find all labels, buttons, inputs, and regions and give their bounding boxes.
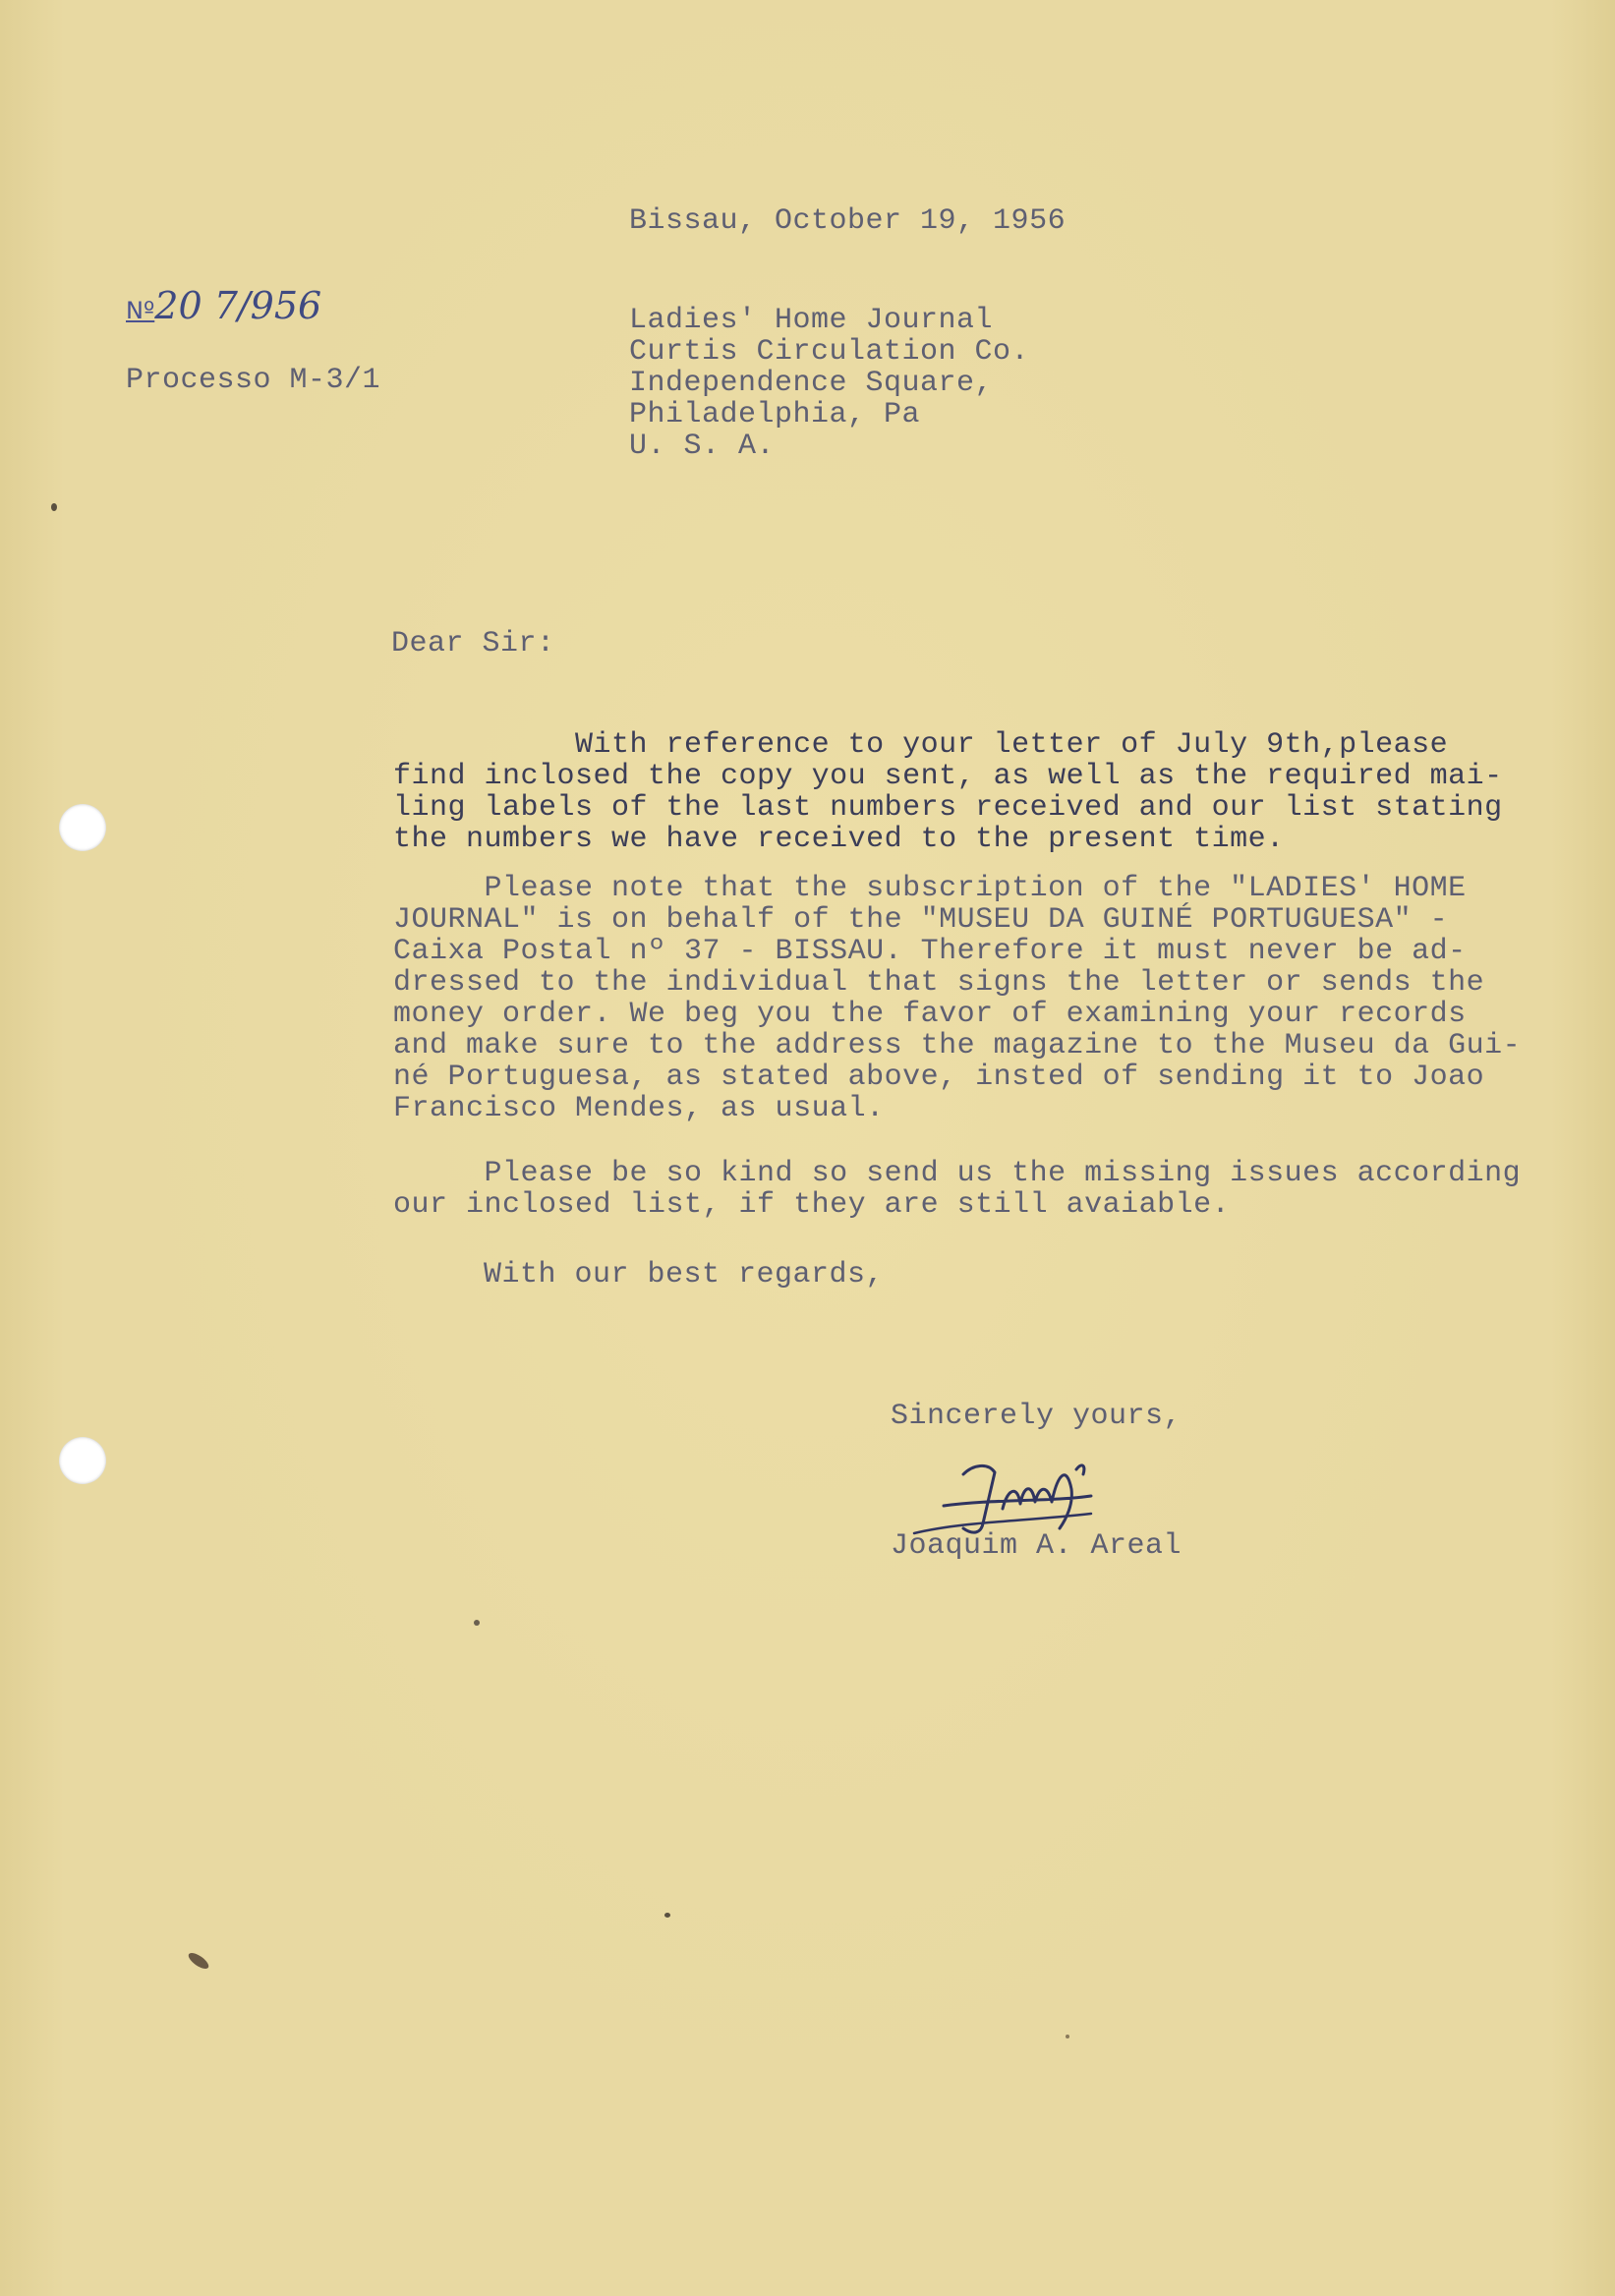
process-number: Processo M-3/1 <box>126 364 381 397</box>
paper-speck <box>664 1913 670 1918</box>
reference-prefix: Nº <box>126 297 155 324</box>
paragraph-line: ling labels of the last numbers received and our list stating <box>393 791 1503 825</box>
paragraph-line: our inclosed list, if they are still avaiable. <box>393 1188 1231 1222</box>
paragraph-2 <box>393 873 1521 1124</box>
paragraph-line: Caixa Postal nº 37 - BISSAU. Therefore it must never be ad- <box>393 935 1467 968</box>
reference-handwritten: 20 7/956 <box>154 284 322 327</box>
paragraph-line: Francisco Mendes, as usual. <box>393 1092 885 1125</box>
paper-speck <box>474 1620 480 1626</box>
paragraph-line: dressed to the individual that signs the letter or sends the <box>393 966 1485 1000</box>
reference-number <box>126 284 322 327</box>
paragraph-line: Please be so kind so send us the missing issues according <box>393 1157 1522 1190</box>
paragraph-line: money order. We beg you the favor of examining your records <box>393 998 1467 1031</box>
salutation: Dear Sir: <box>391 627 555 660</box>
paper-stain <box>186 1950 210 1972</box>
sign-off: Sincerely yours, <box>891 1400 1182 1433</box>
paragraph-line: JOURNAL" is on behalf of the "MUSEU DA GUINÉ PORTUGUESA" - <box>393 903 1449 937</box>
closing-regards: With our best regards, <box>484 1258 885 1292</box>
paragraph-line: and make sure to the address the magazine to the Museu da Gui- <box>393 1029 1522 1062</box>
date-line: Bissau, October 19, 1956 <box>629 204 1067 238</box>
recipient-line: U. S. A. <box>629 430 776 463</box>
paragraph-line: find inclosed the copy you sent, as well as the required mai- <box>393 760 1503 793</box>
recipient-line: Curtis Circulation Co. <box>629 335 1030 369</box>
signatory-name: Joaquim A. Areal <box>891 1529 1182 1563</box>
paragraph-line: né Portuguesa, as stated above, insted of sending it to Joao <box>393 1061 1485 1094</box>
punch-hole-top <box>59 804 106 851</box>
recipient-line: Ladies' Home Journal <box>629 304 994 337</box>
recipient-line: Independence Square, <box>629 367 994 400</box>
punch-hole-bottom <box>59 1437 106 1484</box>
paper-speck <box>1066 2035 1069 2038</box>
paragraph-line: the numbers we have received to the present time. <box>393 823 1285 856</box>
paragraph-line: With reference to your letter of July 9th,please <box>393 728 1449 762</box>
recipient-line: Philadelphia, Pa <box>629 398 921 431</box>
paragraph-line: Please note that the subscription of the "LADIES' HOME <box>393 872 1467 905</box>
paragraph-1 <box>393 729 1503 855</box>
paper-speck <box>51 503 57 511</box>
recipient-address <box>629 305 1029 462</box>
paragraph-3 <box>393 1158 1521 1221</box>
